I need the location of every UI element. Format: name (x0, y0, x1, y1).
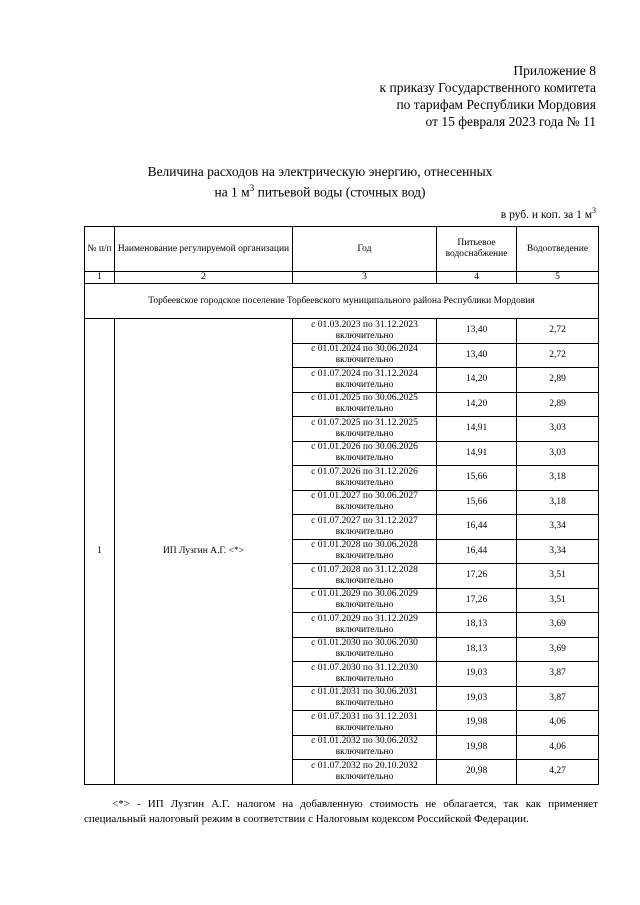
title-line-2 (0, 180, 640, 201)
sewerage-value: 3,87 (517, 662, 599, 687)
period-cell: с 01.01.2025 по 30.06.2025 включительно (293, 392, 437, 417)
document-title (0, 163, 640, 201)
column-number: 4 (437, 272, 517, 284)
water-supply-value: 18,13 (437, 613, 517, 638)
water-supply-value: 13,40 (437, 319, 517, 344)
sewerage-value: 3,87 (517, 686, 599, 711)
period-cell: с 01.01.2026 по 30.06.2026 включительно (293, 441, 437, 466)
period-cell: с 01.07.2026 по 31.12.2026 включительно (293, 466, 437, 491)
water-supply-value: 20,98 (437, 760, 517, 785)
sewerage-value: 3,03 (517, 417, 599, 442)
sewerage-value: 3,51 (517, 564, 599, 589)
period-cell: с 01.01.2030 по 30.06.2030 включительно (293, 637, 437, 662)
period-cell: с 01.07.2024 по 31.12.2024 включительно (293, 368, 437, 393)
water-supply-value: 18,13 (437, 637, 517, 662)
appendix-line-4: от 15 февраля 2023 года № 11 (425, 114, 596, 129)
header-num: № п/п (85, 227, 115, 272)
water-supply-value: 14,91 (437, 417, 517, 442)
appendix-line-1: Приложение 8 (513, 63, 596, 78)
sewerage-value: 3,34 (517, 515, 599, 540)
column-number: 3 (293, 272, 437, 284)
sewerage-value: 3,03 (517, 441, 599, 466)
period-cell: с 01.07.2028 по 31.12.2028 включительно (293, 564, 437, 589)
water-supply-value: 17,26 (437, 564, 517, 589)
appendix-line-2: к приказу Государственного комитета (379, 80, 596, 95)
tariff-body (85, 319, 599, 785)
sewerage-value: 3,34 (517, 539, 599, 564)
sewerage-value: 2,72 (517, 343, 599, 368)
sewerage-value: 2,89 (517, 368, 599, 393)
water-supply-value: 14,20 (437, 392, 517, 417)
table-header-row (85, 227, 599, 272)
appendix-line-3: по тарифам Республики Мордовия (396, 97, 596, 112)
sewerage-value: 3,18 (517, 466, 599, 491)
water-supply-value: 19,98 (437, 735, 517, 760)
unit-text: в руб. и коп. за 1 м (500, 208, 592, 221)
period-cell: с 01.01.2028 по 30.06.2028 включительно (293, 539, 437, 564)
header-organization: Наименование регулируемой организации (115, 227, 293, 272)
territory-name: Торбеевское городское поселение Торбеевского муниципального района Республики Мордовия (85, 284, 599, 319)
water-supply-value: 16,44 (437, 539, 517, 564)
water-supply-value: 15,66 (437, 466, 517, 491)
sewerage-value: 2,72 (517, 319, 599, 344)
column-number: 2 (115, 272, 293, 284)
appendix-header (380, 62, 596, 130)
sewerage-value: 4,06 (517, 711, 599, 736)
period-cell: с 01.03.2023 по 31.12.2023 включительно (293, 319, 437, 344)
column-number: 1 (85, 272, 115, 284)
water-supply-value: 15,66 (437, 490, 517, 515)
sewerage-value: 3,69 (517, 613, 599, 638)
water-supply-value: 14,20 (437, 368, 517, 393)
title-line-1: Величина расходов на электрическую энергию, отнесенных (147, 164, 493, 179)
water-supply-value: 14,91 (437, 441, 517, 466)
period-cell: с 01.07.2027 по 31.12.2027 включительно (293, 515, 437, 540)
territory-row (85, 284, 599, 319)
sewerage-value: 3,51 (517, 588, 599, 613)
period-cell: с 01.01.2029 по 30.06.2029 включительно (293, 588, 437, 613)
title-superscript: 3 (249, 183, 255, 193)
header-sewerage: Водоотведение (517, 227, 599, 272)
water-supply-value: 19,03 (437, 662, 517, 687)
row-number: 1 (85, 319, 115, 785)
sewerage-value: 4,06 (517, 735, 599, 760)
water-supply-value: 19,98 (437, 711, 517, 736)
tariff-table (84, 226, 599, 785)
period-cell: с 01.01.2032 по 30.06.2032 включительно (293, 735, 437, 760)
header-year: Год (293, 227, 437, 272)
sewerage-value: 3,69 (517, 637, 599, 662)
period-cell: с 01.07.2032 по 20.10.2032 включительно (293, 760, 437, 785)
unit-label (501, 206, 596, 221)
header-water-supply: Питьевое водоснабжение (437, 227, 517, 272)
period-cell: с 01.01.2024 по 30.06.2024 включительно (293, 343, 437, 368)
period-cell: с 01.07.2029 по 31.12.2029 включительно (293, 613, 437, 638)
period-cell: с 01.01.2027 по 30.06.2027 включительно (293, 490, 437, 515)
table-row (85, 319, 599, 344)
water-supply-value: 13,40 (437, 343, 517, 368)
water-supply-value: 17,26 (437, 588, 517, 613)
period-cell: с 01.01.2031 по 30.06.2031 включительно (293, 686, 437, 711)
organization-name: ИП Лузгин А.Г. <*> (115, 319, 293, 785)
title-line-2-start: на 1 м (214, 184, 250, 200)
footnote: <*> - ИП Лузгин А.Г. налогом на добавленную стоимость не облагается, так как применяет специальный налоговый режим в соответствии с Налоговым кодексом Российской Федерации. (84, 798, 598, 825)
water-supply-value: 19,03 (437, 686, 517, 711)
column-number-row (85, 272, 599, 284)
sewerage-value: 4,27 (517, 760, 599, 785)
sewerage-value: 3,18 (517, 490, 599, 515)
title-line-2-end: питьевой воды (сточных вод) (254, 184, 426, 200)
unit-superscript: 3 (592, 206, 596, 215)
sewerage-value: 2,89 (517, 392, 599, 417)
period-cell: с 01.07.2030 по 31.12.2030 включительно (293, 662, 437, 687)
period-cell: с 01.07.2031 по 31.12.2031 включительно (293, 711, 437, 736)
period-cell: с 01.07.2025 по 31.12.2025 включительно (293, 417, 437, 442)
water-supply-value: 16,44 (437, 515, 517, 540)
column-number: 5 (517, 272, 599, 284)
